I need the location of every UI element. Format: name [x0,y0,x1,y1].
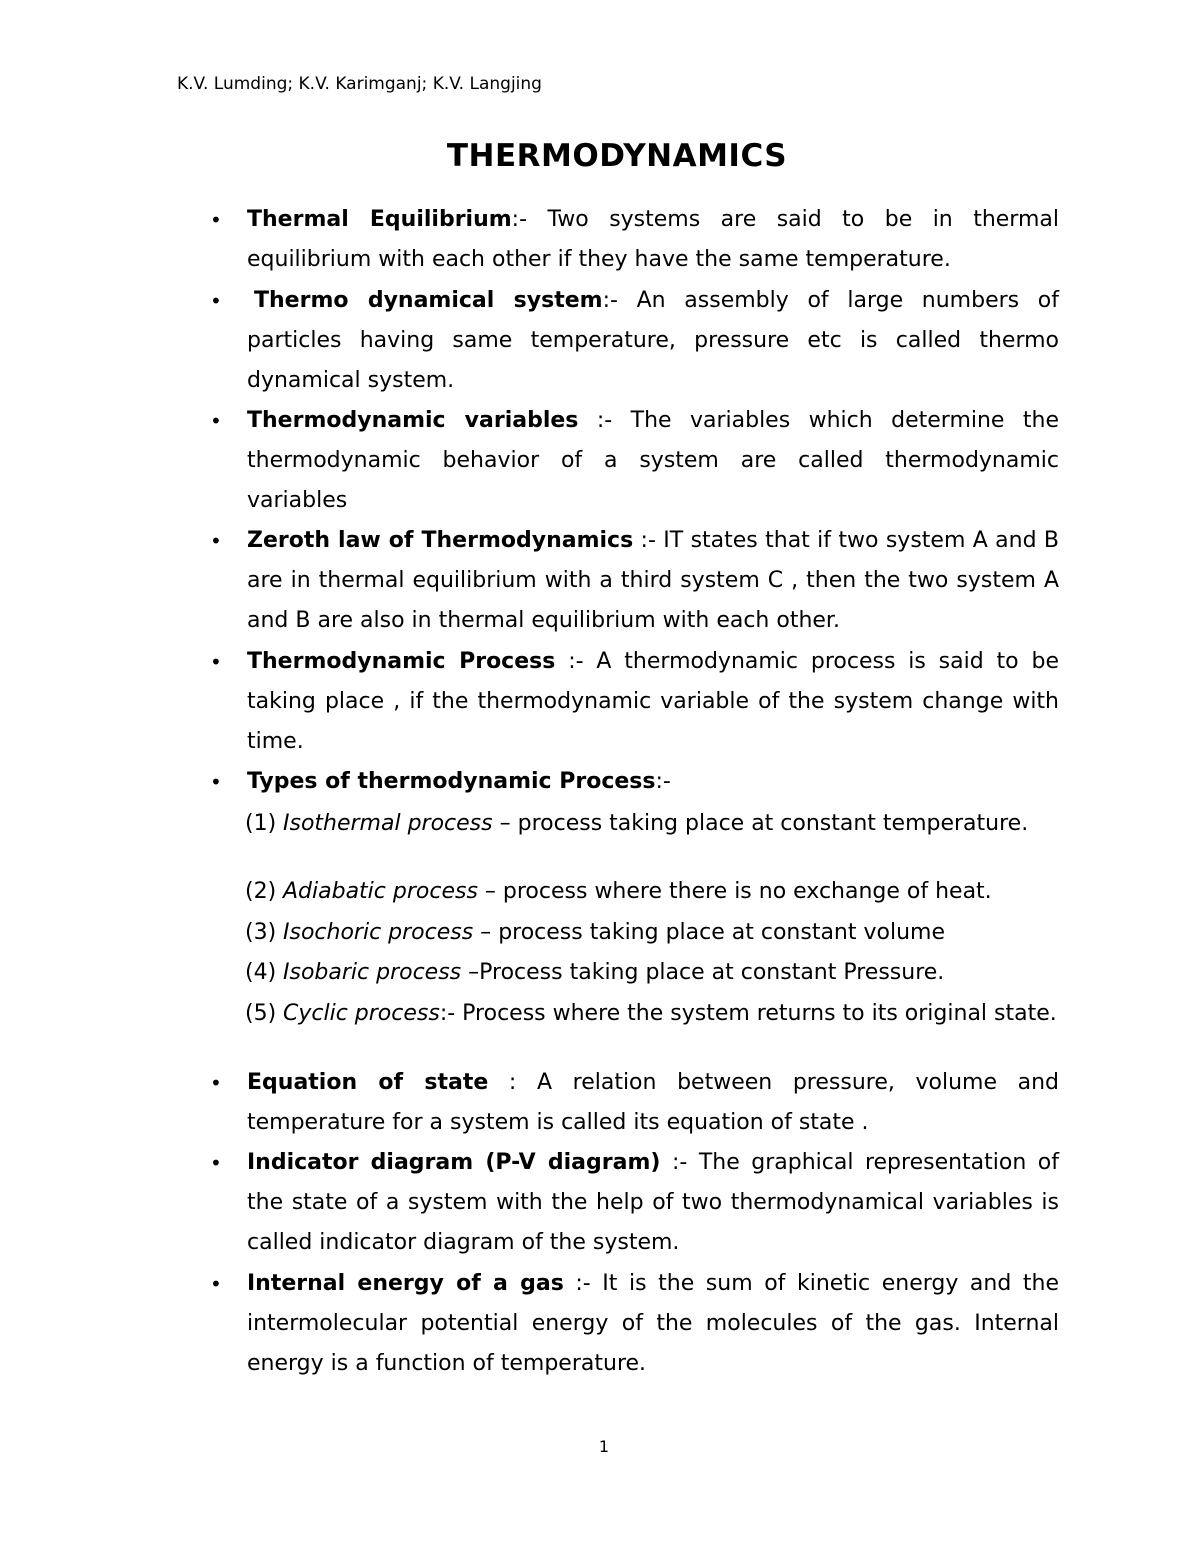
bullet-icon: • [210,529,222,553]
process-number: (5) [245,1001,277,1026]
list-item-indicator-diagram [210,1143,1060,1263]
process-separator: – [461,960,480,985]
item-text: A relation between pressure, volume and temperature for a system is called its equation of state . [247,1070,1059,1135]
item-separator: :- [655,769,671,794]
item-text: It is the sum of kinetic energy and the intermolecular potential energy of the molecules of the gas. Internal energy is a function of temperature. [247,1271,1059,1376]
list-item-types-of-process [210,762,1059,802]
item-text: IT states that if two system A and B are in thermal equilibrium with a third system C , then the two system A and B are also in thermal equilibrium with each other. [247,528,1059,633]
page-header: K.V. Lumding; K.V. Karimganj; K.V. Langjing [177,74,542,94]
process-number: (2) [245,879,277,904]
process-text: process where there is no exchange of heat. [502,879,992,904]
bullet-icon: • [210,409,222,433]
item-term: Zeroth law of Thermodynamics [247,528,634,553]
process-separator: – [492,811,518,836]
process-text: process taking place at constant temperature. [517,811,1029,836]
bullet-icon: • [210,208,222,232]
item-term: Indicator diagram (P-V diagram) [247,1150,661,1175]
item-text: The variables which determine the thermodynamic behavior of a system are called thermodynamic variables [247,408,1060,513]
process-text: process taking place at constant volume [498,920,945,945]
list-item-thermal-equilibrium [210,200,1059,280]
process-name: Adiabatic process [283,879,478,904]
item-text: An assembly of large numbers of particles having same temperature, pressure etc is called thermo dynamical system. [247,288,1060,393]
list-item-internal-energy [210,1264,1059,1384]
item-text: Two systems are said to be in thermal equilibrium with each other if they have the same temperature. [247,207,1059,272]
process-name: Cyclic process [283,1001,440,1026]
process-separator: – [473,920,499,945]
process-number: (3) [245,920,277,945]
list-item-zeroth-law [210,521,1059,641]
item-separator: :- [660,1150,699,1175]
process-name: Isothermal process [283,811,493,836]
item-separator: :- [563,1271,603,1296]
list-item-thermodynamic-process [210,642,1059,762]
list-item-equation-of-state [210,1063,1059,1143]
process-name: Isochoric process [283,920,474,945]
process-separator: – [477,879,503,904]
item-term: Equation of state [247,1070,489,1095]
item-term: Internal energy of a gas [247,1271,564,1296]
bullet-icon: • [210,650,222,674]
item-text: The graphical representation of the state of a system with the help of two thermodynamical variables is called indicator diagram of the system. [247,1150,1060,1255]
process-type-item [245,878,1072,905]
list-item-thermodynamic-variables [210,401,1060,521]
process-type-item [245,919,1072,946]
page-title: THERMODYNAMICS [446,138,788,174]
item-separator: :- [511,207,548,232]
process-type-item [245,1000,1072,1027]
process-number: (4) [245,960,277,985]
bullet-icon: • [210,289,222,313]
item-separator: : [488,1070,537,1095]
bullet-icon: • [210,1151,222,1175]
page-number: 1 [598,1437,610,1456]
list-item-thermo-dynamical-system [210,281,1060,401]
item-separator: :- [555,649,597,674]
bullet-icon: • [210,1272,222,1296]
item-term: Thermal Equilibrium [247,207,512,232]
bullet-icon: • [210,1071,222,1095]
item-separator: :- [633,528,664,553]
item-separator: :- [578,408,631,433]
process-name: Isobaric process [283,960,462,985]
item-text: A thermodynamic process is said to be taking place , if the thermodynamic variable of the system change with time. [247,649,1059,754]
item-term: Types of thermodynamic Process [247,769,656,794]
process-separator: :- [439,1001,463,1026]
item-term: Thermodynamic Process [247,649,556,674]
item-term: Thermo dynamical system [254,288,603,313]
item-separator: :- [602,288,637,313]
process-type-item [245,959,1072,986]
item-term: Thermodynamic variables [247,408,579,433]
process-text: Process where the system returns to its original state. [462,1001,1057,1026]
process-text: Process taking place at constant Pressure. [479,960,945,985]
process-number: (1) [245,811,277,836]
process-type-item [245,810,1072,837]
bullet-icon: • [210,770,222,794]
